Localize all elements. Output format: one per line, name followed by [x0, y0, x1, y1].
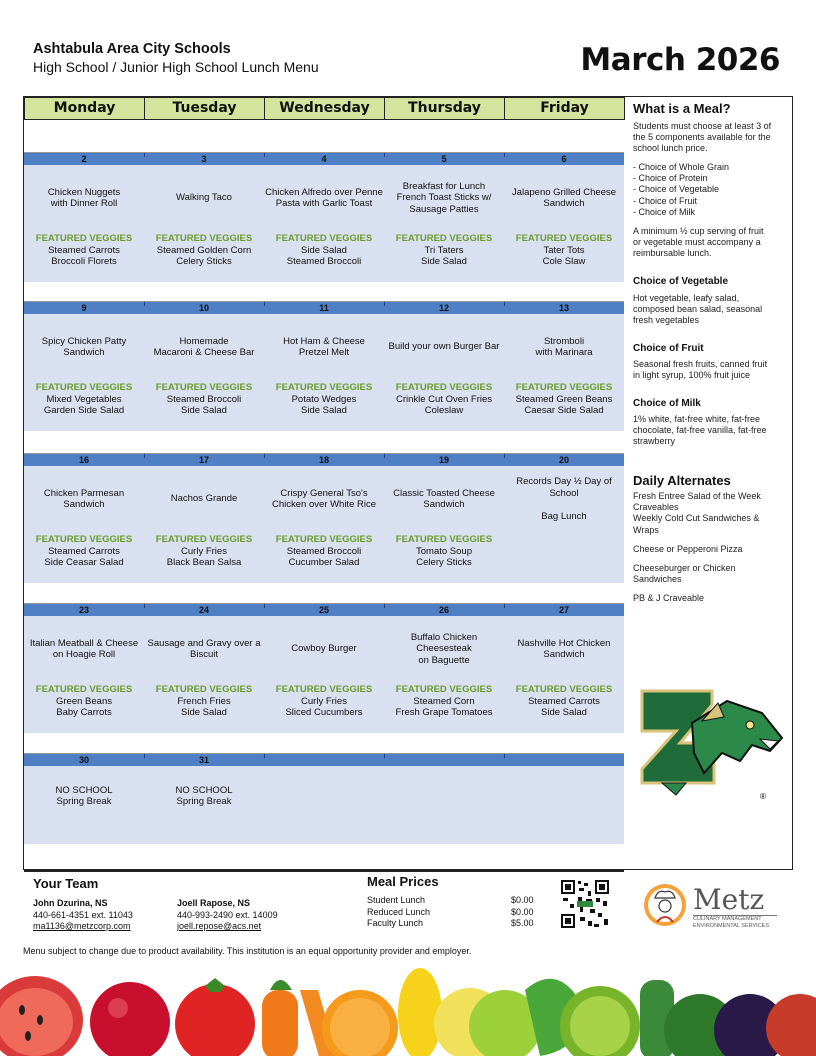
veggie-line: Garden Side Salad — [43, 405, 125, 416]
featured-veggies-cell — [144, 684, 264, 719]
date-number: 6 — [561, 154, 567, 164]
menu-subtitle: High School / Junior High School Lunch Menu — [33, 59, 319, 75]
alternate-item-line: PB & J Craveable — [633, 593, 705, 603]
veggie-line: Tri Taters — [424, 244, 464, 256]
veggie-line: Green Beans — [56, 695, 112, 707]
menu-item-line: Chicken over White Rice — [271, 499, 376, 510]
featured-veggies-cell — [144, 382, 264, 417]
featured-veggies-label: FEATURED VEGGIES — [155, 684, 253, 695]
featured-veggies-label: FEATURED VEGGIES — [275, 382, 373, 393]
week-date-bar — [24, 302, 624, 314]
menu-item-cell — [144, 468, 264, 530]
menu-item-cell — [24, 167, 144, 229]
veggie-line: Side Ceasar Salad — [44, 557, 124, 568]
milk-section-title: Choice of Milk — [633, 398, 701, 409]
featured-veggies-label: FEATURED VEGGIES — [515, 233, 613, 244]
date-number: 20 — [558, 455, 569, 465]
date-divider-tick — [384, 604, 385, 608]
veggie-line: Side Salad — [181, 707, 227, 718]
menu-item-line: Chicken Parmesan — [43, 487, 125, 499]
menu-item-line: Spicy Chicken Patty — [41, 335, 127, 347]
featured-veggies-cell — [24, 382, 144, 417]
menu-item-line: Homemade — [179, 335, 229, 347]
meal-intro-line: school lunch price. — [633, 143, 708, 154]
date-divider-tick — [384, 454, 385, 458]
menu-item-line: Macaroni & Cheese Bar — [153, 347, 255, 358]
menu-item-line: Stromboli — [543, 335, 585, 347]
meal-intro-line: the 5 components available for the — [633, 132, 771, 143]
menu-item-line: Walking Taco — [176, 192, 232, 204]
date-divider-tick — [144, 604, 145, 608]
veggie-line: Steamed Corn — [413, 695, 475, 707]
featured-veggies-cell — [264, 382, 384, 417]
day-header-monday: Monday — [24, 97, 145, 120]
date-divider-tick — [264, 604, 265, 608]
veggie-line: Broccoli Florets — [51, 256, 117, 267]
veggie-line: Crinkle Cut Oven Fries — [395, 393, 493, 405]
menu-item-line: on Baguette — [418, 654, 470, 666]
menu-item-line: Spring Break — [176, 796, 232, 807]
menu-item-cell — [504, 618, 624, 680]
featured-veggies-label: FEATURED VEGGIES — [155, 233, 253, 244]
menu-item-line: Sausage and Gravy over a — [147, 637, 261, 649]
menu-item-line: Classic Toasted Cheese — [393, 487, 495, 499]
menu-item-cell — [384, 768, 504, 824]
featured-veggies-label: FEATURED VEGGIES — [515, 382, 613, 393]
featured-veggies-cell — [24, 233, 144, 268]
featured-veggies-label: FEATURED VEGGIES — [275, 233, 373, 244]
featured-veggies-label: FEATURED VEGGIES — [515, 684, 613, 695]
menu-item-line: NO SCHOOL — [175, 784, 233, 796]
featured-veggies-label: FEATURED VEGGIES — [35, 382, 133, 393]
menu-item-cell — [384, 316, 504, 378]
featured-veggies-cell — [24, 534, 144, 569]
metz-tagline-1: CULINARY MANAGEMENT — [693, 915, 777, 923]
mascot-dragon-logo — [632, 683, 784, 803]
date-divider-tick — [144, 302, 145, 306]
menu-item-cell — [24, 618, 144, 680]
fruit-text-line: in light syrup, 100% fruit juice — [633, 370, 751, 381]
alternate-item-line: Wraps — [633, 524, 659, 535]
veggie-line: Side Salad — [181, 405, 227, 416]
veggie-line: Black Bean Salsa — [166, 557, 242, 568]
date-number: 2 — [81, 154, 87, 164]
menu-item-cell — [24, 768, 144, 824]
veggie-line: Cucumber Salad — [288, 557, 360, 568]
date-divider-tick — [504, 604, 505, 608]
date-divider-tick — [264, 454, 265, 458]
veggie-line: Steamed Broccoli — [286, 256, 362, 267]
member1-phone: 440-661-4351 ext. 11043 — [33, 910, 133, 920]
menu-item-line: Italian Meatball & Cheese — [29, 637, 139, 649]
featured-veggies-cell — [504, 233, 624, 268]
date-divider-tick — [504, 153, 505, 157]
meal-component-item: - Choice of Fruit — [633, 195, 698, 206]
date-number: 4 — [321, 154, 327, 164]
fruit-text-line: Seasonal fresh fruits, canned fruit — [633, 359, 768, 369]
veggie-line: Curly Fries — [181, 545, 227, 557]
veggie-line: Steamed Green Beans — [515, 393, 613, 405]
veggie-line: Side Salad — [301, 405, 347, 416]
veggie-line: Side Salad — [541, 707, 587, 718]
menu-item-line: Records Day ½ Day of — [516, 476, 612, 487]
veggie-line: Side Salad — [301, 244, 347, 256]
metz-chef-logo — [640, 882, 690, 928]
date-number: 19 — [438, 455, 449, 465]
menu-item-line: Sandwich — [423, 499, 465, 510]
featured-veggies-label: FEATURED VEGGIES — [275, 534, 373, 545]
alternates-section-title: Daily Alternates — [633, 473, 731, 488]
veggie-line: Fresh Grape Tomatoes — [395, 707, 493, 718]
menu-item-line: Sandwich — [543, 649, 585, 660]
featured-veggies-cell — [24, 684, 144, 719]
menu-item-line: Chicken Alfredo over Penne — [265, 186, 383, 198]
week-date-bar — [24, 153, 624, 165]
vegetable-section-title: Choice of Vegetable — [633, 276, 729, 287]
meal-component-item: - Choice of Milk — [633, 206, 696, 217]
menu-item-line: Sandwich — [63, 347, 105, 358]
vegetable-text-line: composed bean salad, seasonal — [633, 304, 763, 315]
menu-item-cell — [144, 316, 264, 378]
featured-veggies-cell — [144, 534, 264, 569]
meal-section-title: What is a Meal? — [633, 101, 731, 116]
featured-veggies-label: FEATURED VEGGIES — [155, 382, 253, 393]
veggie-line: Steamed Broccoli — [166, 393, 242, 405]
day-header-wednesday: Wednesday — [264, 97, 385, 120]
veggie-line: Steamed Carrots — [48, 244, 120, 256]
featured-veggies-cell — [264, 684, 384, 719]
price-label: Faculty Lunch — [367, 918, 424, 928]
member2-email-link[interactable]: joell.repose@acs.net — [177, 921, 262, 931]
veggie-line: Tomato Soup — [416, 545, 472, 557]
menu-item-line: Hot Ham & Cheese — [283, 335, 365, 347]
veggie-line: Steamed Carrots — [528, 695, 600, 707]
produce-banner-image — [0, 950, 816, 1056]
meal-intro-line: Students must choose at least 3 of — [633, 121, 772, 131]
menu-item-line: School — [549, 487, 579, 499]
featured-veggies-cell — [384, 684, 504, 719]
day-header-tuesday: Tuesday — [144, 97, 265, 120]
date-divider-tick — [264, 302, 265, 306]
milk-text-line: chocolate, fat-free vanilla, fat-free — [633, 425, 767, 436]
featured-veggies-cell — [504, 382, 624, 417]
date-divider-tick — [264, 754, 265, 758]
featured-veggies-label: FEATURED VEGGIES — [35, 684, 133, 695]
date-number: 10 — [198, 303, 209, 313]
price-value: $5.00 — [511, 918, 534, 928]
menu-item-line: French Toast Sticks w/ — [396, 192, 492, 204]
price-label: Student Lunch — [367, 895, 426, 905]
member2-phone: 440-993-2490 ext. 14009 — [177, 910, 278, 920]
date-number: 9 — [81, 303, 87, 313]
menu-item-line: with Dinner Roll — [50, 198, 118, 209]
featured-veggies-label: FEATURED VEGGIES — [35, 534, 133, 545]
date-number: 11 — [319, 303, 329, 313]
milk-text-line: 1% white, fat-free white, fat-free — [633, 414, 761, 424]
date-divider-tick — [144, 153, 145, 157]
menu-item-line: Nachos Grande — [170, 493, 238, 505]
alternate-item-line: Cheese or Pepperoni Pizza — [633, 544, 743, 554]
date-divider-tick — [264, 153, 265, 157]
alternate-item-line: Cheeseburger or Chicken — [633, 563, 736, 573]
menu-item-cell — [24, 316, 144, 378]
date-divider-tick — [144, 454, 145, 458]
featured-veggies-cell — [384, 534, 504, 569]
metz-wordmark: Metz — [693, 883, 765, 916]
veggie-line: Celery Sticks — [176, 256, 232, 267]
menu-item-cell — [504, 468, 624, 530]
meal-note-line: reimbursable lunch. — [633, 248, 712, 259]
menu-item-line: Cowboy Burger — [291, 643, 357, 655]
veggie-line: Curly Fries — [301, 695, 347, 707]
veggie-line: Steamed Golden Corn — [156, 244, 252, 256]
veggie-line: French Fries — [177, 695, 231, 707]
menu-item-cell — [264, 618, 384, 680]
menu-item-line: Pretzel Melt — [298, 347, 350, 358]
menu-item-cell — [264, 316, 384, 378]
menu-item-cell — [504, 167, 624, 229]
week-spacer — [24, 588, 624, 604]
featured-veggies-label: FEATURED VEGGIES — [395, 233, 493, 244]
date-number: 27 — [558, 605, 569, 615]
menu-item-cell — [144, 618, 264, 680]
featured-veggies-cell — [264, 534, 384, 569]
day-header-thursday: Thursday — [384, 97, 505, 120]
date-divider-tick — [384, 302, 385, 306]
date-number: 24 — [198, 605, 209, 615]
featured-veggies-label: FEATURED VEGGIES — [395, 684, 493, 695]
veggie-line: Cole Slaw — [542, 256, 586, 267]
veggie-line: Side Salad — [421, 256, 467, 267]
date-number: 18 — [318, 455, 329, 465]
member2-name: Joell Rapose, NS — [177, 898, 251, 908]
featured-veggies-cell — [264, 233, 384, 268]
menu-item-line: with Marinara — [535, 347, 593, 358]
featured-veggies-cell — [384, 382, 504, 417]
week-date-bar — [24, 754, 624, 766]
veggie-line: Celery Sticks — [416, 557, 472, 568]
date-number: 30 — [78, 755, 89, 765]
meal-note-line: A minimum ½ cup serving of fruit — [633, 226, 764, 236]
date-divider-tick — [504, 454, 505, 458]
menu-item-line: Sandwich — [543, 198, 585, 209]
disclaimer: Menu subject to change due to product availability. This institution is an equal opportunity provider and employer. — [23, 946, 472, 956]
date-number: 25 — [318, 605, 329, 615]
month-title: March 2026 — [580, 42, 780, 78]
meal-component-item: - Choice of Protein — [633, 173, 708, 184]
price-label: Reduced Lunch — [367, 906, 431, 917]
featured-veggies-label: FEATURED VEGGIES — [395, 382, 493, 393]
milk-text-line: strawberry — [633, 436, 676, 447]
featured-veggies-label: FEATURED VEGGIES — [395, 534, 493, 545]
week-date-bar — [24, 454, 624, 466]
date-number: 23 — [78, 605, 89, 615]
menu-item-line: Chicken Nuggets — [47, 186, 121, 198]
date-divider-tick — [384, 754, 385, 758]
featured-veggies-label: FEATURED VEGGIES — [275, 684, 373, 695]
menu-item-cell — [264, 468, 384, 530]
veggie-line: Potato Wedges — [291, 393, 357, 405]
menu-item-cell — [504, 316, 624, 378]
week-spacer — [24, 120, 624, 153]
date-number: 31 — [198, 755, 209, 765]
alternate-item-line: Craveables — [633, 502, 679, 513]
vegetable-text-line: fresh vegetables — [633, 315, 700, 326]
menu-item-line: Biscuit — [190, 649, 218, 660]
date-number: 16 — [78, 455, 89, 465]
menu-item-cell — [264, 768, 384, 824]
menu-item-cell — [384, 167, 504, 229]
menu-item-cell — [384, 468, 504, 530]
vegetable-text-line: Hot vegetable, leafy salad, — [633, 293, 740, 303]
featured-veggies-cell — [144, 233, 264, 268]
date-number: 17 — [198, 455, 209, 465]
date-number: 12 — [438, 303, 449, 313]
veggie-line: Mixed Vegetables — [46, 393, 122, 405]
footer-divider — [24, 870, 624, 872]
price-value: $0.00 — [511, 895, 534, 905]
meal-note-line: or vegetable must accompany a — [633, 237, 761, 248]
date-divider-tick — [504, 754, 505, 758]
featured-veggies-cell — [504, 684, 624, 719]
alternate-item-line: Weekly Cold Cut Sandwiches & — [633, 513, 760, 524]
menu-item-line: NO SCHOOL — [55, 784, 113, 796]
date-divider-tick — [384, 153, 385, 157]
price-value: $0.00 — [511, 906, 534, 917]
date-number: 3 — [201, 154, 207, 164]
member1-name: John Dzurina, NS — [33, 898, 108, 908]
veggie-line: Baby Carrots — [56, 707, 112, 718]
menu-item-line: Nashville Hot Chicken — [517, 637, 611, 649]
featured-veggies-cell — [384, 233, 504, 268]
prices-title: Meal Prices — [367, 874, 439, 889]
date-divider-tick — [144, 754, 145, 758]
menu-item-cell — [264, 167, 384, 229]
veggie-line: Coleslaw — [424, 405, 464, 416]
date-divider-tick — [504, 302, 505, 306]
menu-item-cell — [384, 618, 504, 680]
menu-item-line: Sausage Patties — [409, 203, 479, 215]
meal-component-item: - Choice of Whole Grain — [633, 162, 730, 172]
member1-email-link[interactable]: ma1136@metzcorp.com — [33, 921, 131, 931]
menu-item-line: Bag Lunch — [541, 510, 587, 522]
veggie-line: Sliced Cucumbers — [285, 707, 363, 718]
menu-item-line: Buffalo Chicken — [410, 631, 478, 643]
date-number: 13 — [558, 303, 569, 313]
school-name: Ashtabula Area City Schools — [33, 41, 231, 57]
menu-item-line: Cheesesteak — [416, 643, 472, 655]
menu-item-cell — [144, 768, 264, 824]
veggie-line: Caesar Side Salad — [524, 405, 604, 416]
menu-item-line: Breakfast for Lunch — [402, 180, 486, 192]
team-title: Your Team — [33, 876, 99, 891]
date-number: 26 — [438, 605, 449, 615]
menu-item-cell — [504, 768, 624, 824]
day-header-friday: Friday — [504, 97, 625, 120]
veggie-line: Steamed Carrots — [48, 545, 120, 557]
menu-item-cell — [24, 468, 144, 530]
featured-veggies-label: FEATURED VEGGIES — [35, 233, 133, 244]
qr-code[interactable] — [560, 879, 610, 929]
menu-item-line: Sandwich — [63, 499, 105, 510]
menu-item-line: Pasta with Garlic Toast — [275, 198, 373, 209]
menu-item-line: on Hoagie Roll — [52, 649, 116, 660]
meal-component-item: - Choice of Vegetable — [633, 184, 720, 195]
menu-item-line: Build your own Burger Bar — [388, 341, 500, 353]
registered-mark: ® — [760, 792, 766, 801]
alternate-item-line: Fresh Entree Salad of the Week — [633, 491, 761, 501]
featured-veggies-label: FEATURED VEGGIES — [155, 534, 253, 545]
alternate-item-line: Sandwiches — [633, 574, 682, 585]
week-date-bar — [24, 604, 624, 616]
menu-item-cell — [144, 167, 264, 229]
menu-item-line: Spring Break — [56, 796, 112, 807]
menu-item-line: Crispy General Tso's — [280, 487, 368, 499]
fruit-section-title: Choice of Fruit — [633, 343, 704, 354]
veggie-line: Tater Tots — [543, 244, 585, 256]
date-number: 5 — [441, 154, 447, 164]
metz-tagline-2: ENVIRONMENTAL SERVICES — [693, 923, 769, 929]
menu-item-line: Jalapeno Grilled Cheese — [511, 186, 617, 198]
veggie-line: Steamed Broccoli — [286, 545, 362, 557]
